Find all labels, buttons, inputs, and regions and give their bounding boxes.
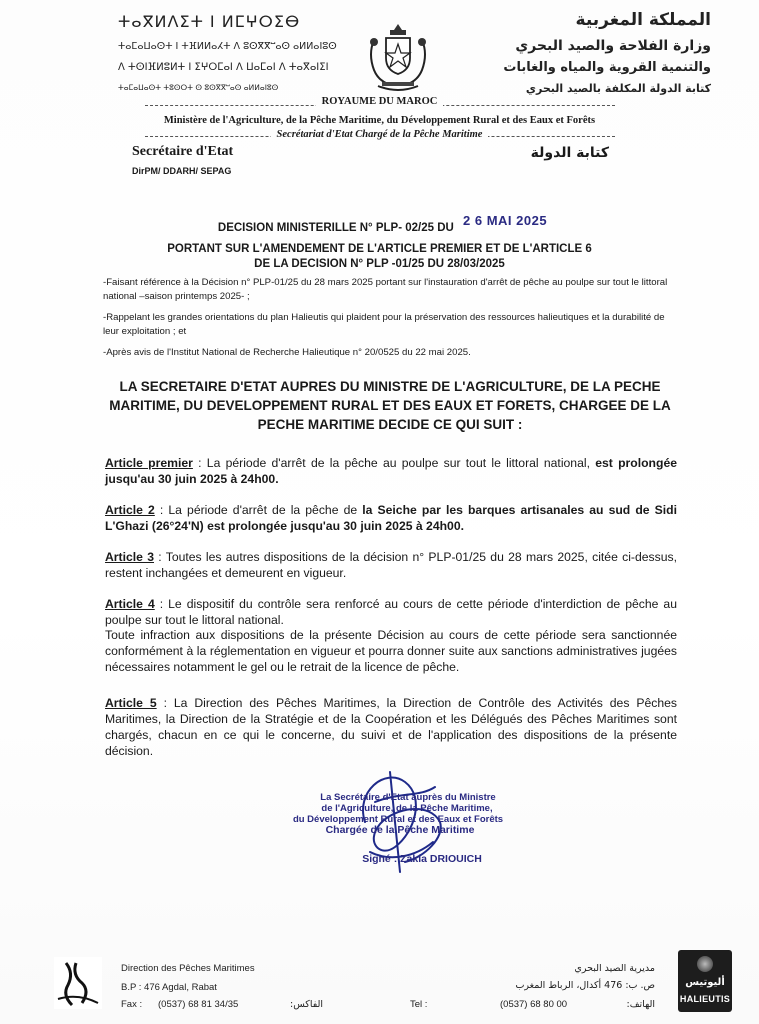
footer-bp-arabic: ص. ب: 476 أكدال، الرباط المغرب — [515, 980, 655, 991]
signature-line-3: du Développement Rural et des Eaux et Forêts — [292, 814, 504, 825]
decision-heading: LA SECRETAIRE D'ETAT AUPRES DU MINISTRE DE L'AGRICULTURE, DE LA PECHE MARITIME, DU DEVELOPPEMENT RURAL ET DES EAUX ET FORETS, CHARGEE DE LA PECHE MARITIME DECIDE CE QUI SUIT : — [109, 379, 671, 432]
tifinagh-line-1: ⵜⴰⴳⵍⴷⵉⵜ ⵏ ⵍⵎⵖⵔⵉⴱ — [118, 12, 301, 31]
article-2 — [105, 502, 677, 534]
article-premier — [105, 455, 677, 487]
footer-tel-number: (0537) 68 80 00 — [500, 999, 568, 1010]
decision-title-line-3: DE LA DECISION N° PLP -01/25 DU 28/03/2025 — [254, 258, 505, 270]
article-label: Article 5 — [105, 696, 157, 710]
article-bold-text: la Seiche par les barques artisanales au sud de Sidi L'Ghazi (26°24'N) est prolongée jusqu'au 30 juin 2025 à 24h00. — [105, 503, 677, 533]
tifinagh-line-3: ⴷ ⵜⵙⵏⴼⵍⵓⵍⵜ ⵏ ⵉⵖⵔⵎⴰⵏ ⴷ ⵡⴰⵎⴰⵏ ⴷ ⵜⴰⴳⴰⵏⵉⵏ — [118, 62, 329, 73]
footer-direction-arabic: مديرية الصيد البحري — [574, 963, 655, 974]
arabic-line-1: المملكة المغربية — [575, 10, 711, 30]
article-5 — [105, 695, 677, 759]
tifinagh-line-4: ⵜⴰⵎⴰⵡⴰⵙⵜ ⵜⵓⵙⵔⵜ ⵙ ⵓⵙⴳⴳⵯⴰⵙ ⴰⵍⵍⴰⵏⵓⵙ — [118, 83, 279, 92]
tifinagh-line-2: ⵜⴰⵎⴰⵡⴰⵙⵜ ⵏ ⵜⴼⵍⵍⴰⵃⵜ ⴷ ⵓⵙⴳⴳⵯⴰⵙ ⴰⵍⵍⴰⵏⵓⵙ — [118, 41, 337, 52]
article-bold-text: est prolongée jusqu'au 30 juin 2025 à 24h00. — [105, 456, 677, 486]
signature-line-1: La Secrétaire d'Etat auprès du Ministre — [320, 792, 496, 803]
article-label: Article premier — [105, 456, 193, 470]
royaume-wrap — [0, 96, 759, 107]
article-label: Article 4 — [105, 597, 155, 611]
footer-tel-label: Tel : — [410, 999, 428, 1010]
halieutis-logo-arabic: أليوتيس — [685, 977, 725, 988]
article-text: : La Direction des Pêches Maritimes, la Direction de Contrôle des Activités des Pêches Maritimes, la Direction de la Stratégie et de la Coopération et les Délégués des Pêches Maritimes sont chargés, chacun en ce qui le concerne, du suivi et de l'application des dispositions de la présente décision. — [105, 696, 677, 758]
signature-line-4: Chargée de la Pêche Maritime — [325, 824, 475, 836]
article-text: : Le dispositif du contrôle sera renforcé au cours de cette période d'interdiction de pêche au poulpe sur tout le littoral national. — [105, 597, 677, 627]
royal-emblem-icon — [360, 20, 436, 96]
intro-paragraph-2: -Rappelant les grandes orientations du plan Halieutis qui plaident pour la préservation des ressources halieutiques et la durabilité de leur exploitation ; et — [103, 312, 665, 337]
secretaire-etat-arabic: كتابة الدولة — [530, 145, 609, 161]
signed-by: Signé : Zakia DRIOUICH — [362, 853, 482, 865]
arabic-line-3: والتنمية القروية والمياه والغابات — [503, 60, 711, 75]
article-text: : La période d'arrêt de la pêche de — [154, 503, 363, 517]
article-text: : La période d'arrêt de la pêche au poulpe sur tout le littoral national, — [192, 456, 596, 470]
date-stamp: 2 6 MAI 2025 — [463, 213, 548, 228]
footer-fax-label: Fax : — [121, 999, 143, 1010]
intro-paragraph-1: -Faisant référence à la Décision n° PLP-01/25 du 28 mars 2025 portant sur l'instauration d'arrêt de pêche au poulpe sur tout le littoral national –saison printemps 2025- ; — [103, 277, 668, 302]
fish-logo-icon — [52, 955, 104, 1011]
article-4-continued: Toute infraction aux dispositions de la présente Décision au cours de cette période sera sanctionnée conformément à la réglementation en vigueur et pourra donner suite aux sanctions administratives jugées nécessaires notamment le gel ou le retrait de la licence de pêche. — [105, 628, 677, 674]
intro-paragraph-3: -Après avis de l'Institut National de Recherche Halieutique n° 20/0525 du 22 mai 2025. — [103, 347, 471, 358]
decision-title-line-2: PORTANT SUR L'AMENDEMENT DE L'ARTICLE PREMIER ET DE L'ARTICLE 6 — [167, 243, 592, 255]
globe-icon — [697, 956, 713, 972]
arabic-line-2: وزارة الفلاحة والصيد البحري — [515, 38, 711, 54]
footer-tel-arabic: الهاتف: — [626, 999, 655, 1010]
footer-fax-number: (0537) 68 81 34/35 — [158, 999, 239, 1010]
halieutis-logo — [678, 950, 732, 1012]
footer-bp: B.P : 476 Agdal, Rabat — [121, 982, 217, 993]
royaume-title: ROYAUME DU MAROC — [316, 96, 444, 107]
secretaire-etat-label: Secrétaire d'Etat — [132, 144, 234, 159]
article-4 — [105, 596, 677, 628]
footer-direction: Direction des Pêches Maritimes — [121, 963, 255, 974]
decision-title: DECISION MINISTERILLE N° PLP- 02/25 DU — [217, 222, 454, 234]
reference-code: DirPM/ DDARH/ SEPAG — [132, 166, 232, 176]
ministere-title: Ministère de l'Agriculture, de la Pêche Maritime, du Développement Rural et des Eaux et Forêts — [163, 115, 596, 126]
article-label: Article 3 — [105, 550, 154, 564]
article-label: Article 2 — [105, 503, 155, 517]
footer-fax-arabic: الفاكس: — [290, 999, 324, 1010]
article-3 — [105, 549, 677, 581]
secretariat-title: Secrétariat d'Etat Chargé de la Pêche Maritime — [271, 129, 489, 140]
signature-line-2: de l'Agriculture, de la Pêche Maritime, — [321, 803, 493, 814]
halieutis-logo-text: HALIEUTIS — [679, 994, 731, 1004]
article-text: : Toutes les autres dispositions de la décision n° PLP-01/25 du 28 mars 2025, citée ci-dessus, restent inchangées et demeurent en vigueur. — [105, 550, 677, 580]
arabic-line-4: كتابة الدولة المكلفة بالصيد البحري — [525, 82, 711, 95]
decision-title-line-1 — [0, 213, 759, 234]
secretariat-wrap — [0, 129, 759, 140]
